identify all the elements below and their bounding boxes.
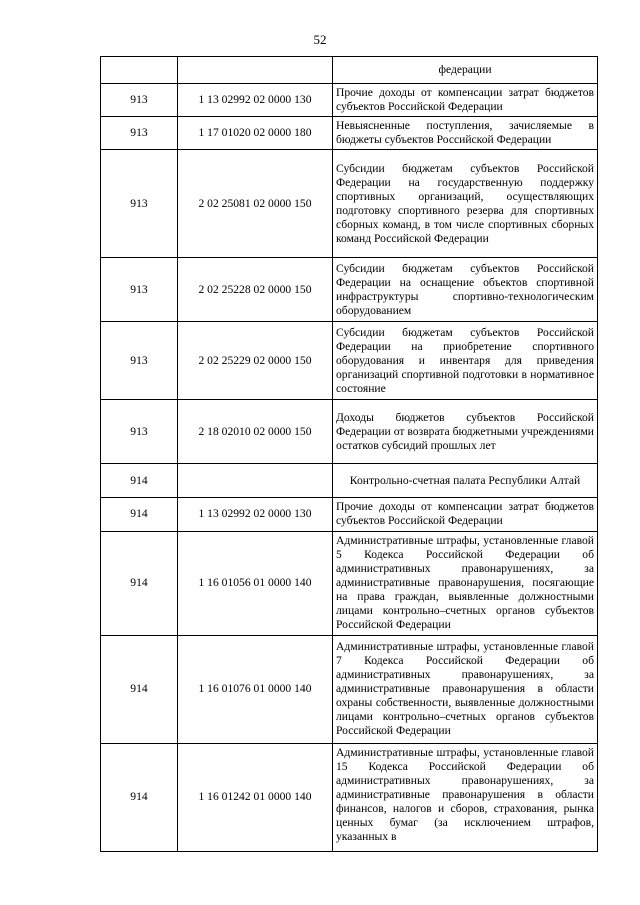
table-row <box>101 464 598 498</box>
table-row <box>101 400 598 464</box>
admin-code-cell: 913 <box>101 322 178 400</box>
table-row <box>101 258 598 322</box>
description-cell: Субсидии бюджетам субъектов Российской Федерации на приобретение спортивного оборудования и инвентаря для приведения организаций спортивной подготовки в нормативное состояние <box>333 322 598 400</box>
description-cell: федерации <box>333 57 598 84</box>
table-row <box>101 117 598 150</box>
admin-code-cell: 913 <box>101 117 178 150</box>
budget-code-cell: 1 16 01242 01 0000 140 <box>178 743 333 851</box>
description-cell: Субсидии бюджетам субъектов Российской Федерации на оснащение объектов спортивной инфраструктуры спортивно-технологическим оборудованием <box>333 258 598 322</box>
description-cell: Прочие доходы от компенсации затрат бюджетов субъектов Российской Федерации <box>333 498 598 531</box>
description-cell: Доходы бюджетов субъектов Российской Федерации от возврата бюджетными учреждениями остатков субсидий прошлых лет <box>333 400 598 464</box>
admin-code-cell: 914 <box>101 464 178 498</box>
budget-code-cell: 1 16 01056 01 0000 140 <box>178 531 333 635</box>
table-row <box>101 498 598 531</box>
description-cell: Административные штрафы, установленные главой 15 Кодекса Российской Федерации об административных правонарушениях, за административные правонарушения в области финансов, налогов и сборов, страхования, рынка ценных бумаг (за исключением штрафов, указанных в <box>333 743 598 851</box>
description-cell: Прочие доходы от компенсации затрат бюджетов субъектов Российской Федерации <box>333 84 598 117</box>
budget-code-cell <box>178 57 333 84</box>
description-cell: Субсидии бюджетам субъектов Российской Федерации на государственную поддержку спортивных организаций, осуществляющих подготовку спортивного резерва для спортивных сборных команд, в том числе спортивных сборных команд Российской Федерации <box>333 150 598 258</box>
budget-code-cell: 1 17 01020 02 0000 180 <box>178 117 333 150</box>
admin-code-cell: 913 <box>101 400 178 464</box>
table-row <box>101 84 598 117</box>
budget-code-cell: 2 18 02010 02 0000 150 <box>178 400 333 464</box>
budget-code-cell: 1 13 02992 02 0000 130 <box>178 84 333 117</box>
table-row <box>101 743 598 851</box>
budget-code-cell: 2 02 25228 02 0000 150 <box>178 258 333 322</box>
admin-code-cell: 914 <box>101 498 178 531</box>
table-row <box>101 57 598 84</box>
table-row <box>101 635 598 743</box>
admin-code-cell: 913 <box>101 84 178 117</box>
admin-code-cell <box>101 57 178 84</box>
description-cell: Административные штрафы, установленные главой 7 Кодекса Российской Федерации об административных правонарушениях, за административные правонарушения в области охраны собственности, выявленные должностными лицами контрольно–счетных органов субъектов Российской Федерации <box>333 635 598 743</box>
admin-code-cell: 913 <box>101 150 178 258</box>
budget-code-cell: 1 16 01076 01 0000 140 <box>178 635 333 743</box>
description-cell: Невыясненные поступления, зачисляемые в бюджеты субъектов Российской Федерации <box>333 117 598 150</box>
section-heading-cell: Контрольно-счетная палата Республики Алтай <box>333 464 598 498</box>
admin-code-cell: 913 <box>101 258 178 322</box>
table-row <box>101 322 598 400</box>
table-row <box>101 150 598 258</box>
revenue-codes-table <box>100 56 598 852</box>
budget-code-cell <box>178 464 333 498</box>
admin-code-cell: 914 <box>101 635 178 743</box>
admin-code-cell: 914 <box>101 743 178 851</box>
table-row <box>101 531 598 635</box>
budget-code-cell: 1 13 02992 02 0000 130 <box>178 498 333 531</box>
budget-code-cell: 2 02 25081 02 0000 150 <box>178 150 333 258</box>
description-cell: Административные штрафы, установленные главой 5 Кодекса Российской Федерации об административных правонарушениях, за административные правонарушения, посягающие на права граждан, выявленные должностными лицами контрольно–счетных органов субъектов Российской Федерации <box>333 531 598 635</box>
admin-code-cell: 914 <box>101 531 178 635</box>
budget-code-cell: 2 02 25229 02 0000 150 <box>178 322 333 400</box>
page-number: 52 <box>313 32 327 47</box>
